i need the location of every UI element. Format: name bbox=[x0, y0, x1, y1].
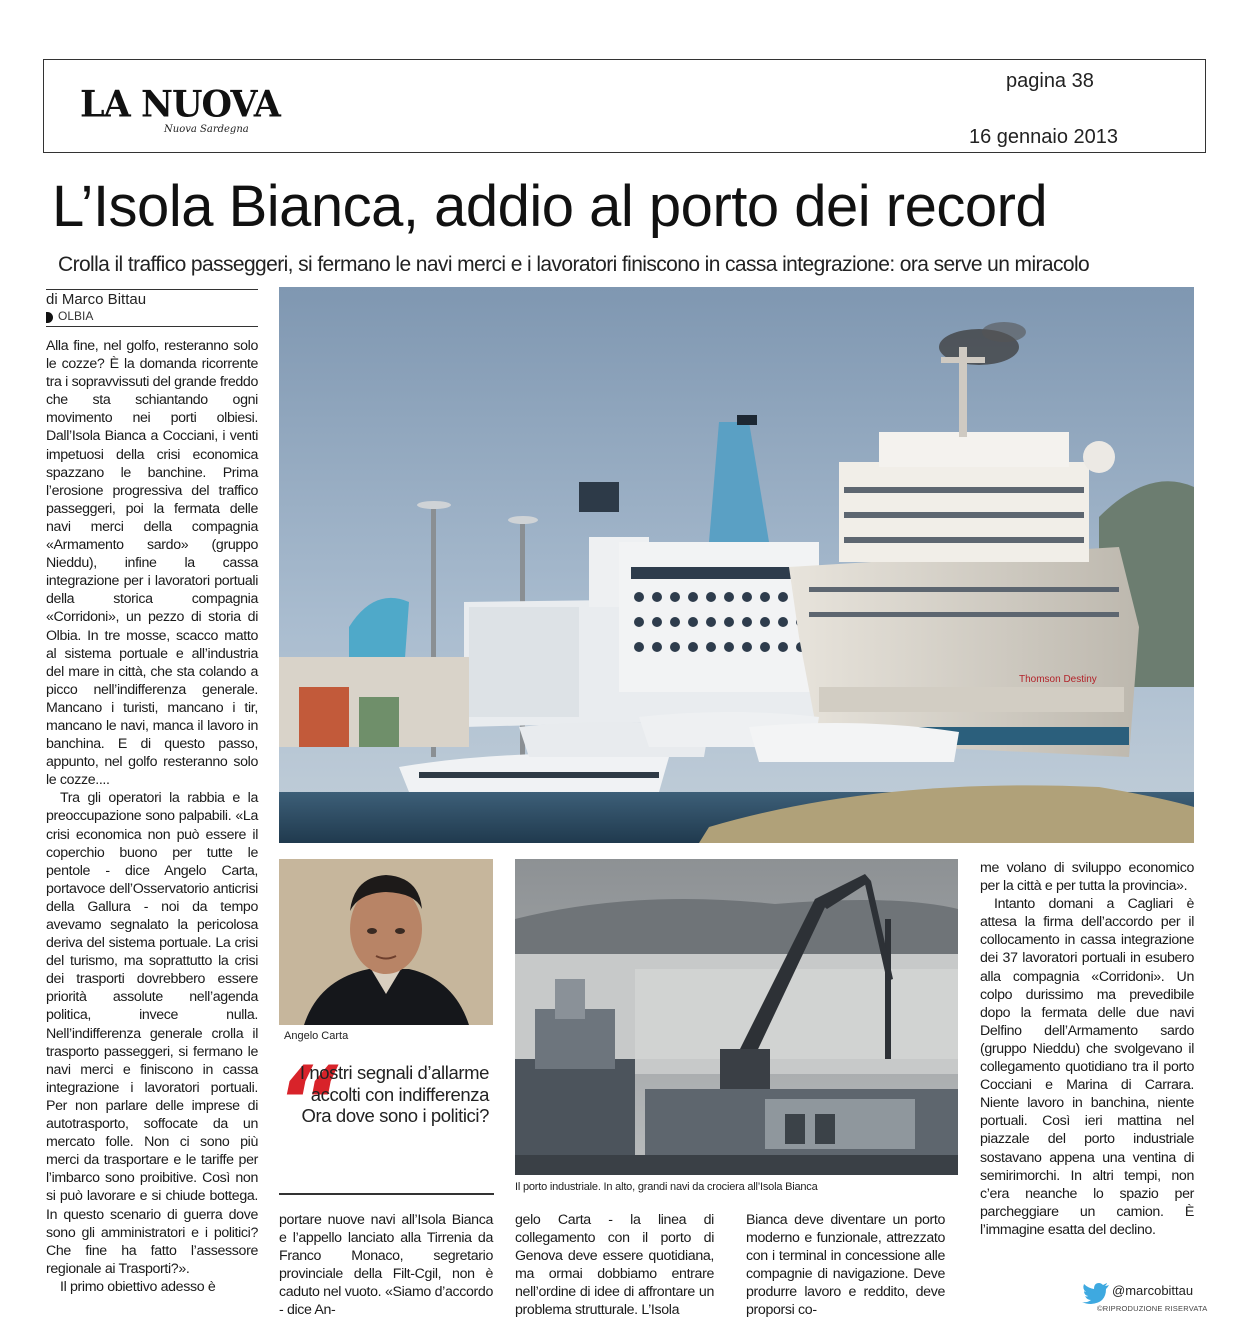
article-column-5 bbox=[980, 859, 1194, 1239]
quote-mark-icon: “ bbox=[276, 1046, 320, 1158]
paragraph: me volano di sviluppo economico per la città e per tutta la provincia». bbox=[980, 860, 1194, 895]
portrait-caption: Angelo Carta bbox=[284, 1030, 349, 1042]
page-number: pagina 38 bbox=[1006, 70, 1094, 92]
article-headline: L’Isola Bianca, addio al porto dei record bbox=[52, 174, 1048, 239]
newspaper-logo: LA NUOVA bbox=[80, 82, 280, 126]
article-subheadline: Crolla il traffico passeggeri, si fermano le navi merci e i lavoratori finiscono in cassa integrazione: ora serve un miracolo bbox=[58, 253, 1090, 276]
article-column-2 bbox=[279, 1211, 493, 1320]
article-column-4 bbox=[746, 1211, 945, 1320]
pull-quote: I nostri segnali d’allarme accolti con indifferenza Ora dove sono i politici? bbox=[299, 1062, 489, 1126]
industrial-port-illustration bbox=[515, 859, 958, 1175]
twitter-bird-icon bbox=[1082, 1282, 1110, 1304]
dateline-location bbox=[46, 309, 258, 327]
twitter-handle[interactable]: @marcobittau bbox=[1112, 1283, 1194, 1298]
cruise-ship-illustration bbox=[279, 287, 1194, 843]
paragraph: Alla fine, nel golfo, resteranno solo le cozze? È la domanda ricorrente tra i sopravvissuti del grande freddo che sta schiantando ogni movimento nei porti olbiesi. Dall’Isola Bianca a Cocciani, i venti impetuosi della crisi economica spazzano le banchine. Prima l’erosione progressiva del traffico passeggeri, poi la fermata delle navi merci della compagnia «Armamento sardo» (gruppo Nieddu), infine la cassa integrazione per i lavoratori portuali della storica compagnia «Corridoni», un pezzo di storia di Olbia. In tre mosse, scacco matto al sistema portuale e all’industria del mare in città, che sta colando a picco nell’indifferenza generale. Mancano i turisti, mancano i tir, mancano le navi, manca il lavoro in banchina. E di questo passo, appunto, nel golfo resteranno solo le cozze.... bbox=[46, 338, 258, 789]
paragraph: Tra gli operatori la rabbia e la preoccupazione sono palpabili. «La crisi economica non può essere il coperchio buono per tutte le pentole - dice Angelo Carta, portavoce dell’Osservatorio anticrisi della Gallura - noi da tempo avevamo segnalato la pericolosa deriva del sistema portuale. La crisi del turismo, ma soprattutto la crisi dei trasporti dovrebbero essere priorità assolute nell’agenda politica, invece nulla. Nell’indifferenza generale crolla il trasporto passeggeri, si fermano le navi merci e finiscono in cassa integrazione i lavoratori portuali. Per non parlare delle imprese di autotrasporto, soffocate da un mercato folle. Non ci sono più merci da trasportare e le tariffe per l’imbarco sono proibitive. Così non si può lavorare e si chiude bottega. In questo scenario di guerra dove sono gli amministratori e i politici? Che fine ha fatto l’assessore regionale ai Trasporti?». bbox=[46, 790, 258, 1277]
publication-date: 16 gennaio 2013 bbox=[969, 126, 1119, 148]
location-marker-icon bbox=[46, 312, 53, 323]
paragraph: Intanto domani a Cagliari è attesa la firma dell’accordo per il collocamento in cassa integrazione dei 37 lavoratori portuali in esubero alla compagnia «Corridoni». Un colpo durissimo ma prevedibile dopo la fermata delle due navi Delfino dell’Armamento sardo (gruppo Nieddu) che svolgevano il collegamento quotidiano tra il porto Cocciani e Marina di Carrara. Niente lavoro in banchina, niente portuali. Così ieri mattina nel piazzale del porto industriale sostavano appena una ventina di semirimorchi. In altri tempi, non c’era neanche lo spazio per parcheggiare un camion. È l’immagine esatta del declino. bbox=[980, 896, 1194, 1238]
divider bbox=[279, 1193, 494, 1195]
portrait-photo-angelo-carta bbox=[279, 859, 493, 1025]
masthead bbox=[43, 59, 1206, 153]
byline: di Marco Bittau bbox=[46, 289, 258, 308]
paragraph: Bianca deve diventare un porto moderno e funzionale, attrezzato con i terminal in concessione alle compagnie di navigazione. Deve produrre lavoro e reddito, deve proporsi co- bbox=[746, 1212, 945, 1319]
portrait-illustration bbox=[279, 859, 493, 1025]
article-column-3 bbox=[515, 1211, 714, 1320]
industrial-port-photo bbox=[515, 859, 958, 1175]
newspaper-logo-subtitle: Nuova Sardegna bbox=[164, 124, 249, 135]
port-photo-caption: Il porto industriale. In alto, grandi navi da crociera all’Isola Bianca bbox=[515, 1181, 818, 1193]
copyright-notice: ©RIPRODUZIONE RISERVATA bbox=[1097, 1304, 1208, 1313]
cruise-ship-photo bbox=[279, 287, 1194, 843]
paragraph: Il primo obiettivo adesso è bbox=[60, 1278, 216, 1295]
article-column-1 bbox=[46, 337, 258, 1296]
paragraph: gelo Carta - la linea di collegamento con il porto di Genova deve essere quotidiana, ma ormai dobbiamo entrare nell’ordine di idee di affrontare un problema strutturale. L’Isola bbox=[515, 1212, 714, 1319]
location-label: OLBIA bbox=[58, 309, 94, 323]
paragraph: portare nuove navi all’Isola Bianca e l’appello lanciato alla Tirrenia da Franco Monaco, segretario provinciale della Filt-Cgil, non è caduto nel vuoto. «Siamo d’accordo - dice An- bbox=[279, 1212, 493, 1319]
ship-name-text: Thomson Destiny bbox=[1019, 674, 1097, 685]
